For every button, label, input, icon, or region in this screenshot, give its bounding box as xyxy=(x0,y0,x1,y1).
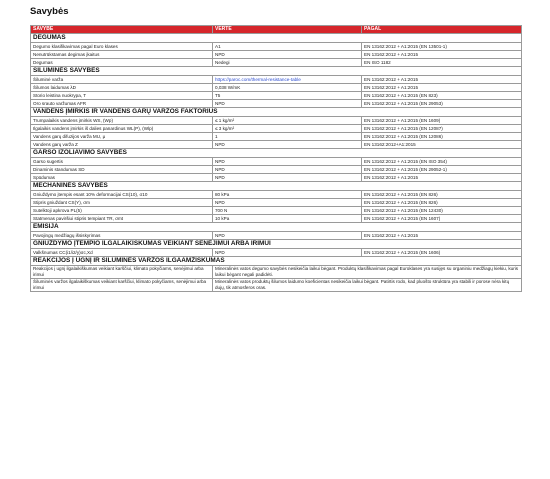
table-row xyxy=(31,266,522,279)
section-header xyxy=(31,257,522,266)
cell-property: Spūdumas xyxy=(31,174,213,182)
section-header xyxy=(31,240,522,249)
cell-property: Trumpalaikis vandens įmirkis WS, (Wp) xyxy=(31,117,213,125)
cell-property: Valkšnumas CC(i1/i2/y)σc,Xd xyxy=(31,249,213,257)
cell-value: ≤ 1 kg/m² xyxy=(213,117,362,125)
cell-property: Gniuždymo įtempis esant 10% deformacijai CS(10), σ10 xyxy=(31,191,213,199)
cell-standard: EN 13162:2012 + A1:2015 xyxy=(362,84,522,92)
cell-property: Statmenas paviršiui stipris tempiant TR, σmt xyxy=(31,215,213,223)
header-value: VERTĖ xyxy=(213,26,362,34)
cell-standard: EN 13162:2012 + A1:2015 (EN ISO 354) xyxy=(362,158,522,166)
cell-property: Degumo klasifikavimas pagal Euro klases xyxy=(31,43,213,51)
table-body xyxy=(31,34,522,292)
cell-property: Dinaminis standumas SD xyxy=(31,166,213,174)
cell-value: ≤ 3 kg/m² xyxy=(213,125,362,133)
cell-standard: EN 13162:2012 + A1:2015 xyxy=(362,51,522,59)
cell-property: Ilgalaikis vandens įmirkis iš dalies panardinus WL(P), (Wlp) xyxy=(31,125,213,133)
table-row xyxy=(31,199,522,207)
cell-property: Šiluminė varža xyxy=(31,76,213,84)
cell-property: Pavojingų medžiagų išsiskyrimas xyxy=(31,232,213,240)
section-header xyxy=(31,223,522,232)
table-row xyxy=(31,92,522,100)
table-row xyxy=(31,133,522,141)
table-row xyxy=(31,125,522,133)
section-title: MECHANINĖS SAVYBĖS xyxy=(31,182,522,191)
section-title: GNIUŽDYMO ĮTEMPIO ILGALAIKIŠKUMAS VEIKIANT SENĖJIMUI ARBA IRIMUI xyxy=(31,240,522,249)
cell-standard: EN 13162:2012 + A1:2015 (EN 29052-1) xyxy=(362,166,522,174)
table-row xyxy=(31,158,522,166)
cell-value: NPD xyxy=(213,100,362,108)
cell-standard: EN 13162:2012+A1:2015 xyxy=(362,141,522,149)
cell-property: Sutelktoji apkrova PL(5) xyxy=(31,207,213,215)
cell-value: NPD xyxy=(213,51,362,59)
section-title: GARSO IZOLIAVIMO SAVYBĖS xyxy=(31,149,522,158)
section-title: ŠILUMINĖS SAVYBĖS xyxy=(31,67,522,76)
cell-standard: EN ISO 1182 xyxy=(362,59,522,67)
cell-standard: EN 13162:2012 + A1:2015 (EN 1606) xyxy=(362,249,522,257)
cell-value: NPD xyxy=(213,199,362,207)
table-row xyxy=(31,232,522,240)
cell-property: Šilumos laidumas λD xyxy=(31,84,213,92)
cell-standard: EN 13162:2012 + A1:2015 (EN 12087) xyxy=(362,125,522,133)
cell-value: NPD xyxy=(213,174,362,182)
cell-property: Reakcijos į ugnį ilgalaikiškumas veikiant karščiui, klimato pokyčiams, senėjimui arba irimui xyxy=(31,266,213,279)
cell-value: A1 xyxy=(213,43,362,51)
table-row xyxy=(31,191,522,199)
cell-standard: EN 13162:2012 + A1:2015 xyxy=(362,232,522,240)
table-row xyxy=(31,166,522,174)
cell-description: Mineralinės vatos degumo savybės nesikeičia laikui bėgant. Produktų klasifikavimas pagal Euroklases yra susijęs su organiniu medžiagų kiekiu, kuris laikui bėgant negali padidėti. xyxy=(213,266,522,279)
section-header xyxy=(31,34,522,43)
cell-standard: EN 13162:2012 + A1:2015 (EN 12086) xyxy=(362,133,522,141)
table-row xyxy=(31,249,522,257)
cell-standard: EN 13162:2012 + A1:2015 (EN 826) xyxy=(362,191,522,199)
table-row xyxy=(31,43,522,51)
thermal-resistance-link[interactable]: https://paroc.com/thermal-resistance-table xyxy=(215,77,301,82)
table-row xyxy=(31,207,522,215)
table-row xyxy=(31,279,522,292)
cell-property: Nenutrūkstamas degimas įkaitus xyxy=(31,51,213,59)
section-title: EMISIJA xyxy=(31,223,522,232)
table-row xyxy=(31,59,522,67)
cell-value: 0,038 W/mK xyxy=(213,84,362,92)
cell-value: NPD xyxy=(213,158,362,166)
table-row xyxy=(31,84,522,92)
cell-standard: EN 13162:2012 + A1:2015 (EN 29053) xyxy=(362,100,522,108)
cell-value: 700 N xyxy=(213,207,362,215)
cell-property: Garso sugertis xyxy=(31,158,213,166)
cell-property: Šiluminės varžos ilgalaikiškumas veikiant karščiui, klimato pokyčiams, senėjimui arba irimui xyxy=(31,279,213,292)
section-header xyxy=(31,149,522,158)
cell-standard: EN 13162:2012 + A1:2015 (EN 1609) xyxy=(362,117,522,125)
cell-value: T5 xyxy=(213,92,362,100)
cell-value xyxy=(213,76,362,84)
cell-standard: EN 13162:2012 + A1:2015 (EN 13501-1) xyxy=(362,43,522,51)
header-property: SAVYBĖ xyxy=(31,26,213,34)
section-title: DEGUMAS xyxy=(31,34,522,43)
table-row xyxy=(31,215,522,223)
cell-standard: EN 13162:2012 + A1:2015 (EN 12430) xyxy=(362,207,522,215)
cell-value: Nedegi xyxy=(213,59,362,67)
table-row xyxy=(31,51,522,59)
section-header xyxy=(31,182,522,191)
cell-property: Stipris gniuždant CS(Y), σm xyxy=(31,199,213,207)
table-row xyxy=(31,117,522,125)
section-title: REAKCIJOS Į UGNĮ IR ŠILUMINĖS VARŽOS ILGAAMŽIŠKUMAS xyxy=(31,257,522,266)
cell-value: NPD xyxy=(213,166,362,174)
cell-value: NPD xyxy=(213,232,362,240)
cell-standard: EN 13162:2012 + A1:2015 xyxy=(362,174,522,182)
properties-table xyxy=(30,25,522,292)
header-standard: PAGAL xyxy=(362,26,522,34)
cell-property: Oro srauto varžumas AFR xyxy=(31,100,213,108)
cell-value: 10 kPa xyxy=(213,215,362,223)
section-title: VANDENS ĮMIRKIS IR VANDENS GARŲ VARŽOS FAKTORIUS xyxy=(31,108,522,117)
table-header-row xyxy=(31,26,522,34)
table-row xyxy=(31,100,522,108)
page-title: Savybės xyxy=(30,6,69,17)
cell-property: Vandens garų difuzijos varža MU, μ xyxy=(31,133,213,141)
cell-property: Vandens garų varža Z xyxy=(31,141,213,149)
cell-property: Storio leistina nuokrypa, T xyxy=(31,92,213,100)
table-row xyxy=(31,141,522,149)
cell-value: NPD xyxy=(213,141,362,149)
section-header xyxy=(31,108,522,117)
cell-standard: EN 13162:2012 + A1:2015 (EN 1607) xyxy=(362,215,522,223)
section-header xyxy=(31,67,522,76)
cell-value: NPD xyxy=(213,249,362,257)
cell-property: Degumas xyxy=(31,59,213,67)
cell-standard: EN 13162:2012 + A1:2015 (EN 823) xyxy=(362,92,522,100)
table-row xyxy=(31,174,522,182)
cell-standard: EN 13162:2012 + A1:2015 (EN 826) xyxy=(362,199,522,207)
table-row xyxy=(31,76,522,84)
cell-description: Mineralinės vatos produktų šilumos laidumo koeficientas nesikeičia laikui bėgant. Patirtis rodo, kad pluošto struktūra yra stabili ir porose nėra kitų dujų, tik atmosferos oras. xyxy=(213,279,522,292)
cell-value: 80 kPa xyxy=(213,191,362,199)
cell-standard: EN 13162:2012 + A1:2015 xyxy=(362,76,522,84)
cell-value: 1 xyxy=(213,133,362,141)
